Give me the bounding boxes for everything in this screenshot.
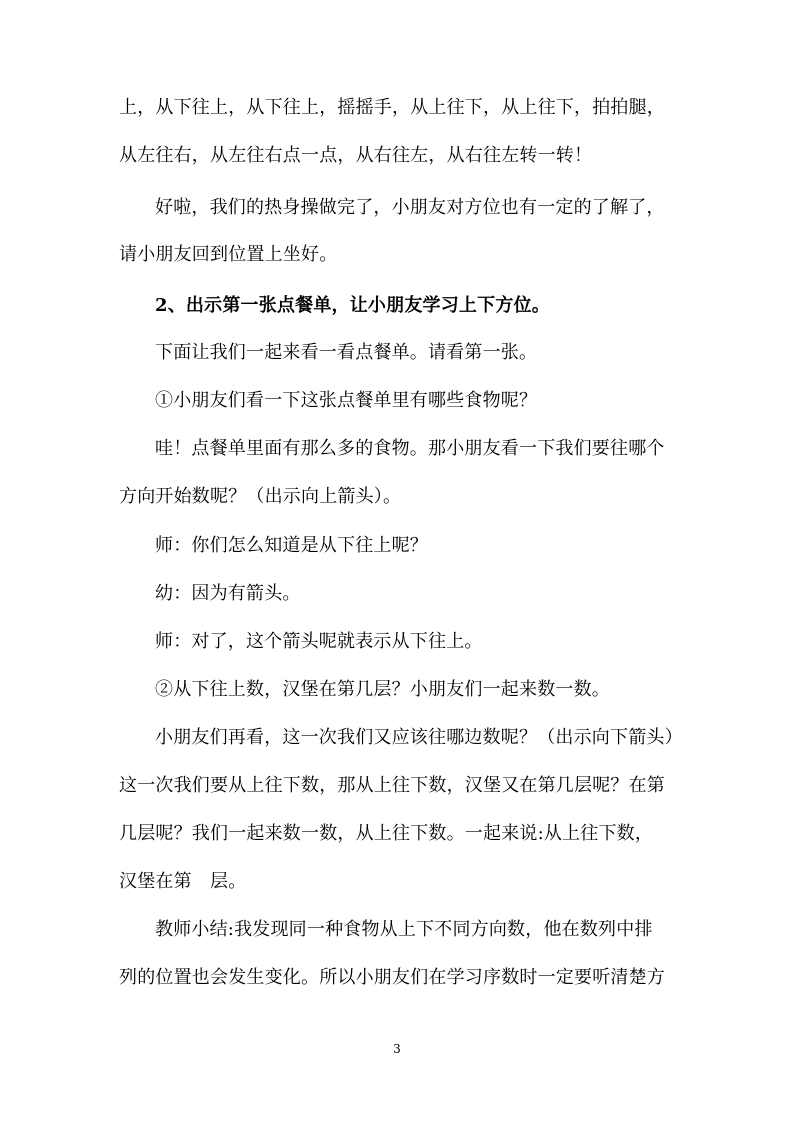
page-number: 3 (393, 1042, 401, 1056)
text-line: 列的位置也会发生变化。所以小朋友们在学习序数时一定要听清楚方 (119, 967, 665, 988)
text-line: 好啦，我们的热身操做完了，小朋友对方位也有一定的了解了， (155, 197, 665, 218)
text-line: 汉堡在第 层。 (119, 871, 247, 892)
text-line: 从左往右，从左往右点一点，从右往左，从右往左转一转！ (119, 145, 593, 166)
text-line: 师：对了，这个箭头呢就表示从下往上。 (155, 631, 483, 652)
text-line: 几层呢？我们一起来数一数，从上往下数。一起来说:从上往下数， (119, 823, 654, 844)
text-line: 教师小结:我发现同一种食物从上下不同方向数，他在数列中排 (155, 919, 653, 940)
text-line: ①小朋友们看一下这张点餐单里有哪些食物呢？ (155, 390, 538, 411)
text-line: 幼：因为有箭头。 (155, 583, 301, 604)
text-line: 上，从下往上，从下往上，摇摇手，从上往下，从上往下，拍拍腿， (119, 97, 665, 118)
text-line: ②从下往上数，汉堡在第几层？小朋友们一起来数一数。 (155, 679, 610, 700)
text-line: 方向开始数呢？（出示向上箭头）。 (119, 486, 402, 507)
text-line: 哇！点餐单里面有那么多的食物。那小朋友看一下我们要往哪个 (155, 438, 665, 459)
text-line: 小朋友们再看，这一次我们又应该往哪边数呢？（出示向下箭头） (155, 727, 683, 748)
text-line: 师：你们怎么知道是从下往上呢？ (155, 535, 428, 556)
text-line: 这一次我们要从上往下数，那从上往下数，汉堡又在第几层呢？在第 (119, 775, 665, 796)
section-heading: 2、出示第一张点餐单，让小朋友学习上下方位。 (155, 295, 550, 316)
text-line: 下面让我们一起来看一看点餐单。请看第一张。 (155, 342, 538, 363)
text-line: 请小朋友回到位置上坐好。 (119, 244, 338, 265)
